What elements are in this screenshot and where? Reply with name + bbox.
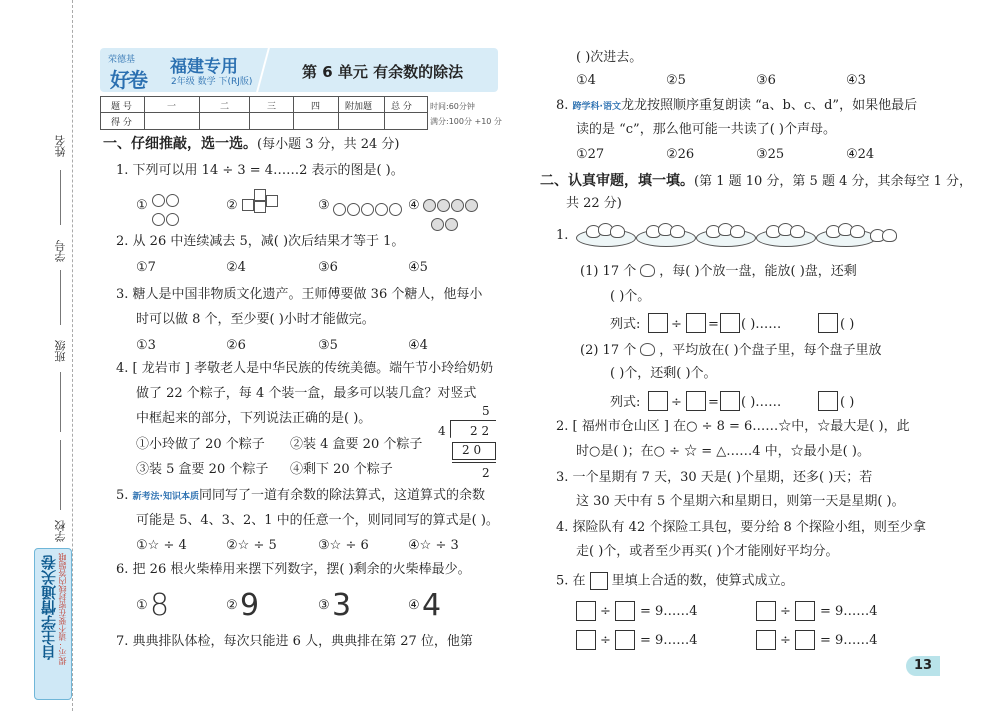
formula-a-unit1: ( )……	[741, 317, 782, 332]
long-division	[436, 404, 498, 482]
class-line	[60, 372, 61, 432]
s2-q1-a-line2: ( )个。	[610, 289, 651, 304]
s2-q5: 5. 在 里填上合适的数，使算式成立。	[556, 573, 794, 589]
full-score-note: 满分:100分 +10 分	[430, 117, 502, 126]
brand-logo: 好卷	[110, 68, 146, 92]
score-header-6: 总 分	[391, 102, 412, 112]
formula-b-eq: =	[708, 395, 719, 410]
q4-opt-3: ③装 5 盒要 20 个粽子	[136, 462, 269, 477]
q8-line1: 8. 跨学科·语文龙龙按照顺序重复朗读 “a、b、c、d”，如果他最后	[556, 98, 918, 113]
q6-digit-8: 8	[150, 588, 170, 623]
q6-opt-4: ④	[408, 598, 420, 613]
q3-opt-4: ④4	[408, 338, 428, 353]
brand-small: 荣德基	[108, 55, 136, 65]
q7: 7. 典典排队体检，每次只能进 6 人，典典排在第 27 位，他第	[116, 634, 473, 649]
score-header-2: 二	[220, 102, 230, 112]
eq2-div: ÷	[780, 604, 791, 619]
q1-figure-c	[333, 199, 403, 218]
formula-b-div: ÷	[671, 395, 682, 410]
q5-tag: 新考法·知识本质	[132, 492, 199, 502]
s2-q1-b-line2: ( )个，还剩( )个。	[610, 366, 717, 381]
q2-opt-1: ①7	[136, 260, 156, 275]
s2-q3-line1: 3. 一个星期有 7 天，30 天是( )个星期，还多( )天；若	[556, 470, 873, 485]
grade-label: 2年级 数学 下(RJ版)	[171, 77, 253, 87]
q4-opt-1: ①小玲做了 20 个粽子	[136, 437, 265, 452]
section2-note-cont: 共 22 分)	[566, 196, 622, 211]
eq1-div: ÷	[600, 604, 611, 619]
q8-opt-4: ④24	[846, 147, 875, 162]
eq2-box-1[interactable]	[756, 601, 776, 621]
eq4-box-2[interactable]	[795, 630, 815, 650]
q1-options: ①	[136, 198, 148, 213]
q4-opt-2: ②装 4 盒要 20 个粽子	[290, 437, 423, 452]
formula-a-box-1[interactable]	[648, 313, 668, 333]
q2-opt-2: ②4	[226, 260, 246, 275]
q8-opt-2: ②26	[666, 147, 695, 162]
eq2-result: = 9……4	[820, 604, 878, 619]
q6-opt-2: ②	[226, 598, 238, 613]
s2-q1-b-formula-label: 列式:	[610, 395, 641, 410]
score-header-3: 三	[267, 102, 277, 112]
name-label: 姓名	[54, 135, 67, 157]
s2-q4-line1: 4. 探险队有 42 个探险工具包，要分给 8 个探险小组，则至少拿	[556, 520, 926, 535]
q1-option-d: ④	[408, 198, 420, 213]
score-header-1: 一	[167, 102, 177, 112]
q3-opt-1: ①3	[136, 338, 156, 353]
q5-line2: 可能是 5、4、3、2、1 中的任意一个，则同同写的算式是( )。	[136, 513, 499, 528]
q1-option-b: ②	[226, 198, 238, 213]
formula-b-unit1: ( )……	[741, 395, 782, 410]
s2-q1-a-formula-label: 列式:	[610, 317, 641, 332]
formula-b-box-1[interactable]	[648, 391, 668, 411]
plates-figure	[576, 221, 896, 247]
eq3-div: ÷	[600, 633, 611, 648]
score-header-0: 题 号	[111, 102, 132, 112]
eq3-box-1[interactable]	[576, 630, 596, 650]
q2-opt-3: ③6	[318, 260, 338, 275]
q1-option-c: ③	[318, 198, 330, 213]
div-remainder: 2	[482, 466, 490, 480]
eq1-result: = 9……4	[640, 604, 698, 619]
formula-a-box-3[interactable]	[720, 313, 740, 333]
q1-figure-a	[152, 190, 180, 228]
q1-figure-b	[242, 189, 278, 213]
formula-b-box-4[interactable]	[818, 391, 838, 411]
section2-title: 二、认真审题，填一填。(第 1 题 10 分，第 5 题 4 分，其余每空 1 分，	[540, 173, 973, 189]
score-header-4: 四	[311, 102, 321, 112]
page-number: 13	[906, 656, 940, 676]
q3-opt-2: ②6	[226, 338, 246, 353]
q6-digit-9: 9	[240, 588, 260, 623]
q1-figure-d	[423, 195, 479, 233]
section1-title: 一、仔细推敲，选一选。(每小题 3 分，共 24 分)	[103, 136, 400, 152]
q5-line1: 5. 新考法·知识本质同同写了一道有余数的除法算式，这道算式的余数	[116, 488, 485, 503]
s2-q1-number: 1.	[556, 228, 569, 243]
q7-opt-1: ①4	[576, 73, 596, 88]
eq2-box-2[interactable]	[795, 601, 815, 621]
eq4-result: = 9……4	[820, 633, 878, 648]
eq4-box-1[interactable]	[756, 630, 776, 650]
div-dividend: 2 2	[470, 424, 490, 438]
q5-opt-1: ①☆ ÷ 4	[136, 538, 187, 553]
side-badge	[34, 548, 72, 700]
q6-opt-3: ③	[318, 598, 330, 613]
binding-line	[72, 0, 73, 711]
class-label: 班级	[54, 340, 67, 362]
s2-q3-line2: 这 30 天中有 5 个星期六和星期日，则第一天是星期( )。	[576, 494, 905, 509]
q4-line3: 中框起来的部分，下列说法正确的是( )。	[136, 411, 372, 426]
div-product: 2 0	[462, 443, 482, 457]
q3-line2: 时可以做 8 个，至少要( )小时才能做完。	[136, 312, 375, 327]
q3-opt-3: ③5	[318, 338, 338, 353]
eq3-box-2[interactable]	[615, 630, 635, 650]
s2-q2-line2: 时○是( )；在○ ÷ ☆ = △……4 中，☆最小是( )。	[576, 444, 870, 459]
q3-line1: 3. 糖人是中国非物质文化遗产。王师傅要做 36 个糖人，他每小	[116, 287, 483, 302]
q5-opt-3: ③☆ ÷ 6	[318, 538, 369, 553]
q8-tag: 跨学科·语文	[572, 102, 621, 112]
formula-b-box-2[interactable]	[686, 391, 706, 411]
eq1-box-1[interactable]	[576, 601, 596, 621]
q7-continued: ( )次进去。	[576, 50, 643, 65]
name-line	[60, 170, 61, 225]
header-banner	[100, 48, 498, 92]
eq3-result: = 9……4	[640, 633, 698, 648]
q4-line1: 4. [ 龙岩市 ] 孝敬老人是中华民族的传统美德。端午节小玲给奶奶	[116, 361, 494, 376]
q2-opt-4: ④5	[408, 260, 428, 275]
div-quotient: 5	[482, 404, 490, 418]
formula-b-box-3[interactable]	[720, 391, 740, 411]
id-label: 学号	[54, 240, 67, 262]
q5-opt-2: ②☆ ÷ 5	[226, 538, 277, 553]
q8-opt-1: ①27	[576, 147, 605, 162]
score-row-label: 得 分	[111, 118, 132, 128]
eq1-box-2[interactable]	[615, 601, 635, 621]
header-divider	[256, 48, 270, 92]
formula-a-box-4[interactable]	[818, 313, 838, 333]
score-header-5: 附加题	[345, 102, 373, 112]
school-line	[60, 440, 61, 510]
q8-opt-3: ③25	[756, 147, 785, 162]
s2-q2-line1: 2. [ 福州市仓山区 ] 在○ ÷ 8 = 6……☆中，☆最大是( )，此	[556, 419, 910, 434]
unit-title: 第 6 单元 有余数的除法	[302, 63, 464, 81]
s2-q4-line2: 走( )个，或者至少再买( )个才能刚好平均分。	[576, 544, 839, 559]
q4-line2: 做了 22 个粽子，每 4 个装一盒，最多可以装几盒？对竖式	[136, 386, 477, 401]
q8-line2: 读的是 “c”，那么他可能一共读了( )个声母。	[576, 122, 836, 137]
eq4-div: ÷	[780, 633, 791, 648]
q7-opt-4: ④3	[846, 73, 866, 88]
s2-q1-b-line1: (2) 17 个 ，平均放在( )个盘子里，每个盘子里放	[580, 343, 882, 358]
formula-a-div: ÷	[671, 317, 682, 332]
q2: 2. 从 26 中连续减去 5，减( )次后结果才等于 1。	[116, 234, 405, 249]
formula-a-box-2[interactable]	[686, 313, 706, 333]
q7-opt-2: ②5	[666, 73, 686, 88]
q6-digit-4: 4	[422, 588, 442, 623]
side-badge-title: 自主学情通关卷	[40, 555, 58, 660]
s2-q1-a-line1: (1) 17 个 ，每( )个放一盘，能放( )盘，还剩	[580, 264, 857, 279]
q6-opt-1: ①	[136, 598, 148, 613]
time-note: 时间:60分钟	[430, 102, 475, 111]
formula-a-eq: =	[708, 317, 719, 332]
school-label: 学校	[54, 520, 67, 542]
side-badge-note: 提示：请不要在密封线内答题哦	[58, 553, 67, 665]
id-line	[60, 270, 61, 325]
q5-opt-4: ④☆ ÷ 3	[408, 538, 459, 553]
q4-opt-4: ④剩下 20 个粽子	[290, 462, 393, 477]
div-divisor: 4	[438, 424, 446, 438]
formula-b-unit2: ( )	[840, 395, 855, 410]
special-edition: 福建专用	[170, 57, 238, 77]
formula-a-unit2: ( )	[840, 317, 855, 332]
q6: 6. 把 26 根火柴棒用来摆下列数字，摆( )剩余的火柴棒最少。	[116, 562, 471, 577]
q6-digit-3: 3	[332, 588, 352, 623]
score-table	[100, 96, 428, 130]
q1: 1. 下列可以用 14 ÷ 3 = 4……2 表示的图是( )。	[116, 163, 404, 178]
q7-opt-3: ③6	[756, 73, 776, 88]
